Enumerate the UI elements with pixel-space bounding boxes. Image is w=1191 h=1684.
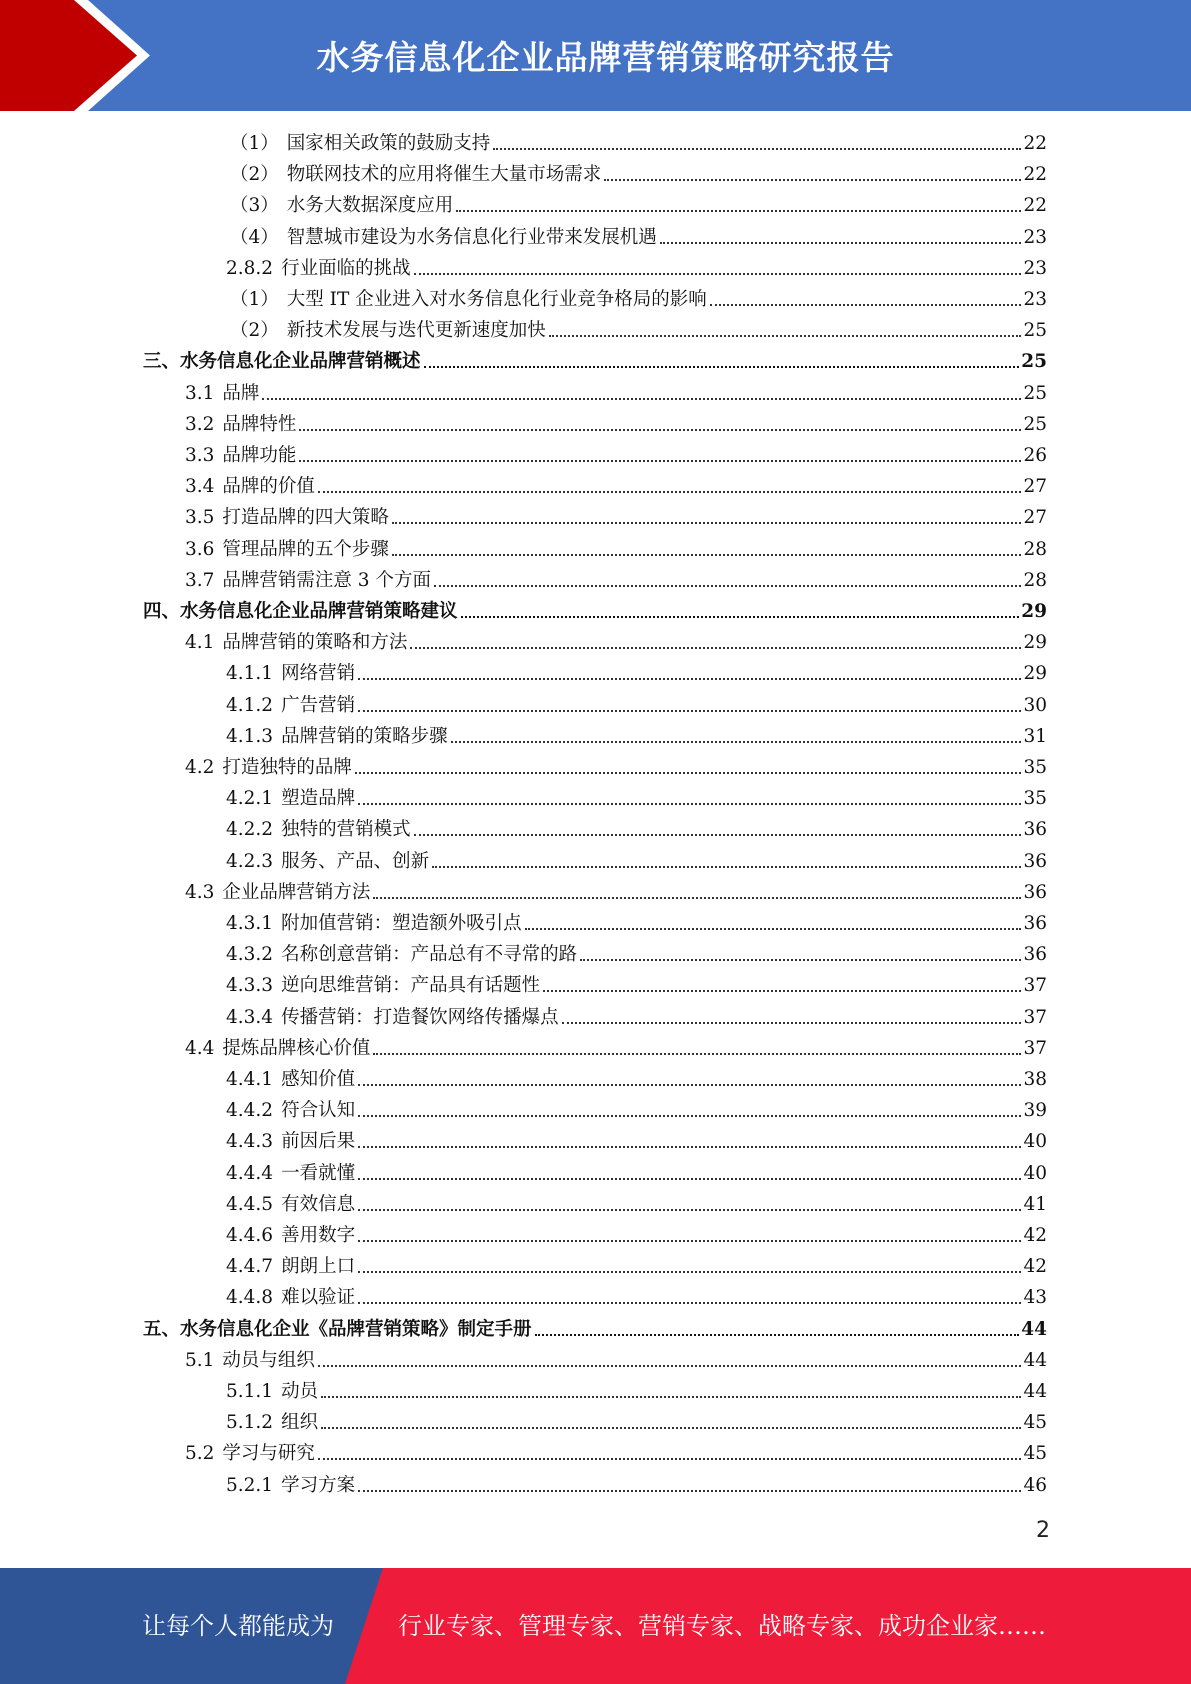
toc-entry[interactable] bbox=[143, 1314, 1047, 1345]
toc-entry-number: 4.4.1 bbox=[226, 1069, 274, 1090]
toc-entry-title: 有效信息 bbox=[281, 1193, 356, 1215]
toc-entry-number: 4.1.2 bbox=[226, 694, 274, 716]
toc-entry-title: 塑造品牌 bbox=[281, 788, 356, 810]
toc-entry-number: 4.3.1 bbox=[226, 913, 274, 934]
toc-entry-number: 5.1.1 bbox=[226, 1381, 274, 1402]
toc-leader-dots bbox=[358, 1083, 1021, 1086]
toc-entry[interactable] bbox=[185, 627, 1047, 658]
toc-leader-dots bbox=[299, 459, 1021, 462]
toc-entry-title: 逆向思维营销：产品具有话题性 bbox=[281, 975, 541, 997]
toc-entry-page: 37 bbox=[1023, 1006, 1047, 1028]
toc-entry-number: 2.8.2 bbox=[226, 257, 274, 279]
toc-leader-dots bbox=[580, 958, 1021, 961]
toc-leader-dots bbox=[358, 1301, 1021, 1304]
toc-entry-number: 4.4.6 bbox=[226, 1225, 274, 1246]
toc-entry[interactable] bbox=[226, 1002, 1047, 1033]
toc-entry-page: 28 bbox=[1023, 569, 1047, 591]
toc-entry-title: 国家相关政策的鼓励支持 bbox=[286, 133, 491, 154]
toc-entry-number: （2） bbox=[230, 320, 279, 342]
toc-entry-number: 4.1.3 bbox=[226, 725, 274, 747]
toc-entry-page: 23 bbox=[1023, 289, 1047, 310]
toc-entry-title: 提炼品牌核心价值 bbox=[222, 1037, 371, 1059]
toc-leader-dots bbox=[318, 490, 1022, 493]
toc-entry-title: 附加值营销：塑造额外吸引点 bbox=[281, 913, 522, 934]
toc-entry-number: 4.4.7 bbox=[226, 1256, 274, 1278]
toc-entry-page: 35 bbox=[1023, 788, 1047, 810]
toc-entry-title: 善用数字 bbox=[281, 1225, 356, 1246]
toc-entry[interactable] bbox=[185, 1345, 1047, 1376]
toc-entry-page: 35 bbox=[1023, 757, 1047, 778]
toc-entry-number: 4.2 bbox=[185, 757, 215, 778]
toc-entry-title: 智慧城市建设为水务信息化行业带来发展机遇 bbox=[286, 226, 657, 248]
toc-entry[interactable] bbox=[185, 1033, 1047, 1064]
report-title: 水务信息化企业品牌营销策略研究报告 bbox=[316, 38, 895, 77]
toc-entry-page: 46 bbox=[1023, 1474, 1047, 1496]
toc-entry[interactable] bbox=[226, 1126, 1047, 1157]
toc-entry-number: 5.1.2 bbox=[226, 1412, 274, 1434]
toc-entry-title: 一看就懂 bbox=[281, 1162, 356, 1184]
toc-entry-title: 三、水务信息化企业品牌营销概述 bbox=[143, 351, 421, 373]
toc-entry-page: 37 bbox=[1023, 1037, 1047, 1059]
toc-entry-number: 4.2.3 bbox=[226, 850, 274, 872]
toc-entry-number: 5.1 bbox=[185, 1349, 215, 1371]
toc-entry-title: 物联网技术的应用将催生大量市场需求 bbox=[286, 164, 602, 186]
toc-entry-number: （2） bbox=[230, 164, 279, 186]
toc-entry-number: 4.4.3 bbox=[226, 1131, 274, 1153]
toc-entry[interactable] bbox=[226, 658, 1047, 689]
toc-entry[interactable] bbox=[185, 440, 1047, 471]
toc-leader-dots bbox=[414, 272, 1022, 275]
toc-leader-dots bbox=[358, 677, 1021, 680]
toc-entry[interactable] bbox=[226, 690, 1047, 721]
toc-entry-number: 5.2 bbox=[185, 1443, 215, 1465]
toc-entry-title: 组织 bbox=[281, 1412, 319, 1434]
toc-entry-page: 27 bbox=[1023, 476, 1047, 498]
toc-entry-page: 25 bbox=[1023, 413, 1047, 435]
toc-entry[interactable] bbox=[226, 1064, 1047, 1095]
toc-entry-title: 学习与研究 bbox=[222, 1443, 315, 1465]
toc-entry-title: 管理品牌的五个步骤 bbox=[222, 538, 389, 560]
toc-entry-title: 动员与组织 bbox=[222, 1349, 315, 1371]
toc-entry[interactable] bbox=[230, 128, 1047, 159]
toc-entry-page: 36 bbox=[1023, 881, 1047, 903]
toc-leader-dots bbox=[373, 896, 1021, 899]
toc-leader-dots bbox=[414, 833, 1022, 836]
toc-entry[interactable] bbox=[226, 939, 1047, 970]
toc-entry-number: 3.2 bbox=[185, 413, 215, 435]
footer-slogan-right: 行业专家、管理专家、营销专家、战略专家、成功企业家…… bbox=[398, 1612, 1046, 1640]
toc-leader-dots bbox=[358, 1270, 1021, 1273]
page-header bbox=[0, 0, 1191, 111]
toc-entry-title: 难以验证 bbox=[281, 1287, 356, 1309]
toc-leader-dots bbox=[358, 1208, 1021, 1211]
toc-entry-number: 4.3.3 bbox=[226, 975, 274, 997]
toc-entry[interactable] bbox=[226, 783, 1047, 814]
toc-entry-title: 独特的营销模式 bbox=[281, 819, 411, 841]
toc-entry-page: 27 bbox=[1023, 507, 1047, 529]
toc-entry-number: 4.1.1 bbox=[226, 663, 274, 685]
toc-entry-page: 30 bbox=[1023, 694, 1047, 716]
toc-entry[interactable] bbox=[230, 315, 1047, 346]
toc-entry-page: 36 bbox=[1023, 913, 1047, 934]
toc-entry-number: 3.3 bbox=[185, 445, 215, 466]
toc-entry[interactable] bbox=[226, 1095, 1047, 1126]
toc-leader-dots bbox=[543, 989, 1021, 992]
toc-leader-dots bbox=[299, 428, 1021, 431]
toc-entry-title: 水务大数据深度应用 bbox=[286, 195, 454, 217]
toc-entry[interactable] bbox=[226, 846, 1047, 877]
toc-entry[interactable] bbox=[226, 1251, 1047, 1282]
toc-entry-page: 23 bbox=[1023, 226, 1047, 248]
toc-entry-title: 品牌 bbox=[222, 382, 260, 404]
toc-entry-number: 4.4.4 bbox=[226, 1162, 274, 1184]
toc-entry[interactable] bbox=[230, 190, 1047, 221]
toc-entry-title: 品牌的价值 bbox=[222, 476, 315, 498]
toc-entry-number: 3.5 bbox=[185, 507, 215, 529]
toc-entry[interactable] bbox=[230, 222, 1047, 253]
toc-entry-number: 4.3.2 bbox=[226, 944, 274, 966]
toc-entry-number: 4.4.8 bbox=[226, 1287, 274, 1309]
toc-entry[interactable] bbox=[185, 409, 1047, 440]
toc-entry-number: 4.4.5 bbox=[226, 1193, 274, 1215]
toc-entry-number: （1） bbox=[230, 289, 279, 310]
toc-entry-page: 44 bbox=[1023, 1349, 1047, 1371]
toc-entry-number: 3.7 bbox=[185, 569, 215, 591]
toc-entry-title: 服务、产品、创新 bbox=[281, 850, 430, 872]
toc-leader-dots bbox=[358, 1145, 1021, 1148]
toc-leader-dots bbox=[549, 334, 1022, 337]
toc-entry-title: 朗朗上口 bbox=[281, 1256, 356, 1278]
toc-leader-dots bbox=[660, 241, 1022, 244]
toc-leader-dots bbox=[434, 584, 1021, 587]
toc-entry[interactable] bbox=[226, 1407, 1047, 1438]
toc-entry-number: 4.3.4 bbox=[226, 1006, 274, 1028]
toc-entry-number: 3.4 bbox=[185, 476, 215, 498]
toc-leader-dots bbox=[262, 397, 1021, 400]
toc-leader-dots bbox=[535, 1333, 1020, 1336]
toc-entry-page: 25 bbox=[1023, 320, 1047, 342]
toc-leader-dots bbox=[318, 1364, 1022, 1367]
toc-leader-dots bbox=[456, 209, 1021, 212]
toc-leader-dots bbox=[318, 1457, 1022, 1460]
toc-entry-page: 23 bbox=[1023, 257, 1047, 279]
toc-entry-title: 打造品牌的四大策略 bbox=[222, 507, 389, 529]
toc-entry-number: 4.3 bbox=[185, 881, 215, 903]
toc-entry-title: 动员 bbox=[281, 1381, 319, 1402]
toc-entry-title: 品牌营销需注意 3 个方面 bbox=[222, 569, 431, 591]
toc-leader-dots bbox=[373, 1052, 1021, 1055]
toc-entry-page: 22 bbox=[1023, 133, 1047, 154]
toc-entry-title: 感知价值 bbox=[281, 1069, 356, 1090]
toc-entry[interactable] bbox=[226, 253, 1047, 284]
toc-leader-dots bbox=[358, 709, 1021, 712]
page-footer bbox=[0, 1568, 1191, 1684]
toc-leader-dots bbox=[321, 1426, 1021, 1429]
toc-leader-dots bbox=[392, 521, 1022, 524]
toc-entry[interactable] bbox=[226, 908, 1047, 939]
toc-entry-page: 29 bbox=[1023, 632, 1047, 654]
toc-leader-dots bbox=[392, 553, 1022, 556]
page-number: 2 bbox=[1036, 1518, 1050, 1543]
toc-entry-page: 29 bbox=[1021, 601, 1047, 622]
toc-entry[interactable] bbox=[226, 1282, 1047, 1313]
toc-entry-title: 品牌营销的策略步骤 bbox=[281, 725, 448, 747]
toc-entry-number: 4.2.1 bbox=[226, 788, 274, 810]
toc-entry-page: 37 bbox=[1023, 975, 1047, 997]
toc-entry-number: 4.4 bbox=[185, 1037, 215, 1059]
toc-leader-dots bbox=[432, 865, 1021, 868]
toc-entry-page: 43 bbox=[1023, 1287, 1047, 1309]
toc-entry-number: 5.2.1 bbox=[226, 1474, 274, 1496]
toc-entry-title: 大型 IT 企业进入对水务信息化行业竞争格局的影响 bbox=[286, 289, 707, 310]
toc-leader-dots bbox=[358, 1239, 1021, 1242]
toc-leader-dots bbox=[424, 365, 1020, 368]
toc-entry-number: （1） bbox=[230, 133, 279, 154]
toc-entry-title: 五、水务信息化企业《品牌营销策略》制定手册 bbox=[143, 1318, 532, 1340]
toc-leader-dots bbox=[358, 802, 1021, 805]
toc-leader-dots bbox=[358, 1114, 1021, 1117]
toc-entry[interactable] bbox=[143, 596, 1047, 627]
toc-leader-dots bbox=[358, 1489, 1021, 1492]
toc-entry-page: 26 bbox=[1023, 445, 1047, 466]
toc-entry[interactable] bbox=[185, 1438, 1047, 1469]
toc-leader-dots bbox=[525, 927, 1022, 930]
toc-leader-dots bbox=[604, 178, 1021, 181]
toc-entry-page: 40 bbox=[1023, 1131, 1047, 1153]
toc-entry-page: 25 bbox=[1023, 382, 1047, 404]
toc-entry-page: 41 bbox=[1023, 1193, 1047, 1215]
toc-entry-page: 36 bbox=[1023, 944, 1047, 966]
toc-entry-page: 22 bbox=[1023, 164, 1047, 186]
toc-entry[interactable] bbox=[226, 1376, 1047, 1407]
toc-entry[interactable] bbox=[185, 502, 1047, 533]
toc-leader-dots bbox=[493, 147, 1021, 150]
toc-entry[interactable] bbox=[185, 752, 1047, 783]
toc-entry[interactable] bbox=[226, 814, 1047, 845]
toc-entry[interactable] bbox=[226, 1189, 1047, 1220]
toc-entry-title: 四、水务信息化企业品牌营销策略建议 bbox=[143, 601, 458, 622]
toc-entry-title: 广告营销 bbox=[281, 694, 356, 716]
toc-entry-title: 打造独特的品牌 bbox=[222, 757, 352, 778]
toc-entry[interactable] bbox=[185, 534, 1047, 565]
toc-entry[interactable] bbox=[230, 284, 1047, 315]
toc-entry[interactable] bbox=[185, 565, 1047, 596]
toc-entry-title: 品牌功能 bbox=[222, 445, 297, 466]
toc-entry[interactable] bbox=[185, 471, 1047, 502]
toc-entry-title: 企业品牌营销方法 bbox=[222, 881, 371, 903]
toc-leader-dots bbox=[321, 1395, 1021, 1398]
toc-leader-dots bbox=[410, 646, 1021, 649]
toc-leader-dots bbox=[358, 1177, 1021, 1180]
toc-entry-title: 前因后果 bbox=[281, 1131, 356, 1153]
toc-entry-page: 44 bbox=[1023, 1381, 1047, 1402]
toc-entry-number: 3.6 bbox=[185, 538, 215, 560]
toc-entry-number: 4.4.2 bbox=[226, 1100, 274, 1122]
toc-entry-number: （4） bbox=[230, 226, 279, 248]
toc-entry-title: 学习方案 bbox=[281, 1474, 356, 1496]
toc-entry-page: 25 bbox=[1021, 351, 1047, 373]
toc-entry-page: 22 bbox=[1023, 195, 1047, 217]
toc-entry[interactable] bbox=[185, 378, 1047, 409]
toc-entry-page: 36 bbox=[1023, 850, 1047, 872]
toc-entry[interactable] bbox=[226, 721, 1047, 752]
toc-leader-dots bbox=[451, 740, 1022, 743]
toc-entry-page: 45 bbox=[1023, 1412, 1047, 1434]
toc-entry[interactable] bbox=[230, 159, 1047, 190]
toc-leader-dots bbox=[355, 771, 1022, 774]
toc-entry-page: 44 bbox=[1021, 1318, 1047, 1340]
toc-entry-title: 网络营销 bbox=[281, 663, 356, 685]
toc-entry[interactable] bbox=[226, 970, 1047, 1001]
footer-slogan-left: 让每个人都能成为 bbox=[142, 1612, 334, 1640]
toc-entry-title: 行业面临的挑战 bbox=[281, 257, 411, 279]
toc-entry-page: 36 bbox=[1023, 819, 1047, 841]
toc-entry-page: 31 bbox=[1023, 725, 1047, 747]
toc-entry-page: 38 bbox=[1023, 1069, 1047, 1090]
toc-entry-title: 品牌营销的策略和方法 bbox=[222, 632, 408, 654]
toc-entry-number: （3） bbox=[230, 195, 279, 217]
toc-leader-dots bbox=[461, 615, 1020, 618]
toc-entry-title: 传播营销：打造餐饮网络传播爆点 bbox=[281, 1006, 559, 1028]
toc-entry-page: 40 bbox=[1023, 1162, 1047, 1184]
toc-entry-number: 3.1 bbox=[185, 382, 215, 404]
toc-entry-page: 29 bbox=[1023, 663, 1047, 685]
toc-entry[interactable] bbox=[226, 1470, 1047, 1501]
toc-entry-page: 45 bbox=[1023, 1443, 1047, 1465]
toc-entry-title: 品牌特性 bbox=[222, 413, 297, 435]
toc-entry-page: 39 bbox=[1023, 1100, 1047, 1122]
toc-entry-page: 42 bbox=[1023, 1225, 1047, 1246]
toc-entry-title: 名称创意营销：产品总有不寻常的路 bbox=[281, 944, 578, 966]
toc-entry[interactable] bbox=[226, 1220, 1047, 1251]
toc-leader-dots bbox=[710, 303, 1022, 306]
toc-entry-number: 4.2.2 bbox=[226, 819, 274, 841]
toc-entry-page: 28 bbox=[1023, 538, 1047, 560]
toc-entry[interactable] bbox=[143, 346, 1047, 377]
toc-entry[interactable] bbox=[185, 877, 1047, 908]
toc-entry-title: 符合认知 bbox=[281, 1100, 356, 1122]
toc-entry-number: 4.1 bbox=[185, 632, 215, 654]
toc-entry[interactable] bbox=[226, 1158, 1047, 1189]
toc-entry-title: 新技术发展与迭代更新速度加快 bbox=[286, 320, 546, 342]
toc-leader-dots bbox=[562, 1021, 1022, 1024]
toc-entry-page: 42 bbox=[1023, 1256, 1047, 1278]
